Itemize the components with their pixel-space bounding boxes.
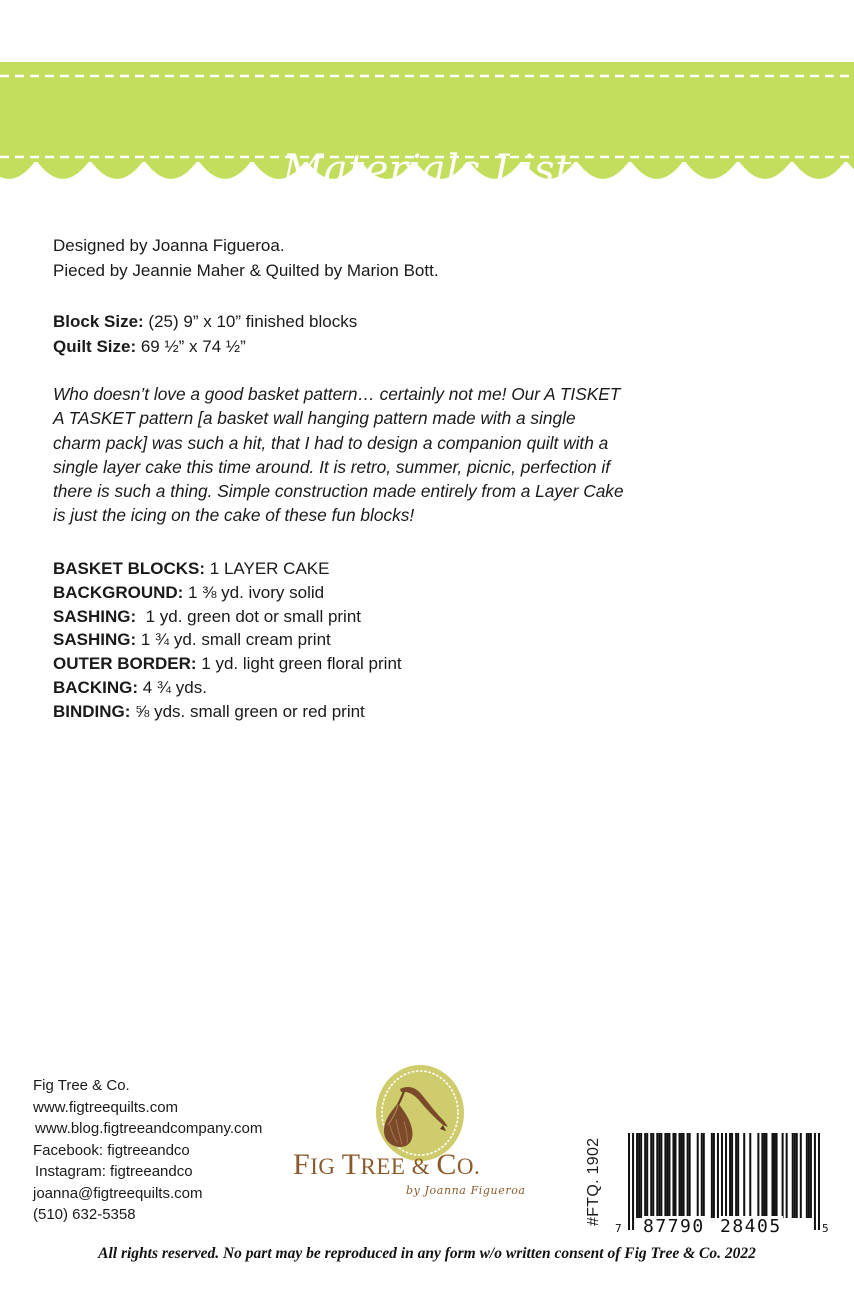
copyright-notice: All rights reserved. No part may be reproduced in any form w/o written consent of Fig Tree & Co. 2022 xyxy=(98,1245,756,1262)
logo-letter: IG xyxy=(310,1154,342,1179)
blog-link[interactable]: www.blog.figtreeandcompany.com xyxy=(35,1120,263,1137)
material-label: SASHING: xyxy=(53,606,137,626)
logo-letter: T xyxy=(341,1148,361,1181)
material-item xyxy=(53,628,402,652)
description-line: is just the icing on the cake of these fun blocks! xyxy=(53,505,415,526)
materials-list-banner xyxy=(0,62,854,197)
logo-letter: C xyxy=(436,1148,457,1181)
material-item xyxy=(53,605,402,629)
barcode-check-digit: 5 xyxy=(822,1222,829,1235)
phone-number: (510) 632-5358 xyxy=(33,1206,136,1223)
material-item xyxy=(53,676,402,700)
block-size-value: (25) 9” x 10” finished blocks xyxy=(143,312,358,331)
fig-tree-logo xyxy=(290,1060,570,1220)
description-line: there is such a thing. Simple construction made entirely from a Layer Cake xyxy=(53,481,624,502)
credits-block xyxy=(53,234,439,283)
description-line: Who doesn’t love a good basket pattern… certainly not me! Our A TISKET xyxy=(53,384,621,404)
material-item xyxy=(53,581,402,605)
description-line: charm pack] was such a hit, that I had to design a companion quilt with a xyxy=(53,432,609,453)
materials-list xyxy=(53,557,402,724)
website-link[interactable]: www.figtreequilts.com xyxy=(33,1098,179,1116)
quilt-size-value: 69 ½” x 74 ½” xyxy=(136,336,246,356)
barcode-bars xyxy=(612,1130,842,1230)
company-name: Fig Tree & Co. xyxy=(33,1077,130,1094)
barcode-first-digit: 7 xyxy=(615,1222,622,1235)
email-link[interactable]: joanna@figtreequilts.com xyxy=(33,1184,203,1202)
logo-letter: REE & xyxy=(360,1154,437,1179)
sku-number: #FTQ. 1902 xyxy=(585,1137,602,1226)
size-specs xyxy=(53,310,357,359)
material-value: 1 ⅜ yd. ivory solid xyxy=(183,582,325,602)
block-size-label: Block Size: xyxy=(53,312,144,331)
logo-letter: O. xyxy=(456,1154,481,1179)
description-line: A TASKET pattern [a basket wall hanging pattern made with a single xyxy=(53,408,576,429)
logo-byline: by Joanna Figueroa xyxy=(406,1184,526,1197)
description-line: single layer cake this time around. It is retro, summer, picnic, perfection if xyxy=(53,456,611,477)
barcode-right-group: 28405 xyxy=(720,1216,782,1237)
material-item xyxy=(53,652,402,676)
facebook-handle: Facebook: figtreeandco xyxy=(33,1141,190,1159)
logo-letter: F xyxy=(293,1148,311,1181)
material-label: BASKET BLOCKS: xyxy=(53,559,206,578)
material-item xyxy=(53,557,402,581)
material-label: BINDING: xyxy=(53,701,131,721)
instagram-handle: Instagram: figtreeandco xyxy=(35,1163,193,1180)
contact-info xyxy=(33,1075,262,1226)
quilt-size-label: Quilt Size: xyxy=(53,336,137,356)
material-value: 1 yd. light green floral print xyxy=(196,654,402,674)
material-value: 1 yd. green dot or small print xyxy=(136,606,362,626)
material-label: BACKING: xyxy=(53,677,138,697)
logo-wordmark xyxy=(293,1148,480,1184)
piecer-quilter-credit: Pieced by Jeannie Maher & Quilted by Marion Bott. xyxy=(53,260,439,280)
block-size-row xyxy=(53,310,357,335)
designer-credit: Designed by Joanna Figueroa. xyxy=(53,236,285,255)
barcode-left-group: 87790 xyxy=(643,1216,705,1237)
material-value: ⅝ yds. small green or red print xyxy=(130,701,365,721)
material-value: 1 ¾ yd. small cream print xyxy=(136,630,331,650)
upc-barcode xyxy=(612,1130,842,1242)
material-value: 4 ¾ yds. xyxy=(138,677,207,697)
material-item xyxy=(53,700,402,724)
material-value: 1 LAYER CAKE xyxy=(205,559,330,578)
pattern-description xyxy=(53,382,798,528)
quilt-size-row xyxy=(53,335,357,360)
page-title: Materials List xyxy=(282,147,572,193)
material-label: OUTER BORDER: xyxy=(53,654,197,674)
material-label: BACKGROUND: xyxy=(53,582,184,602)
material-label: SASHING: xyxy=(53,630,137,650)
